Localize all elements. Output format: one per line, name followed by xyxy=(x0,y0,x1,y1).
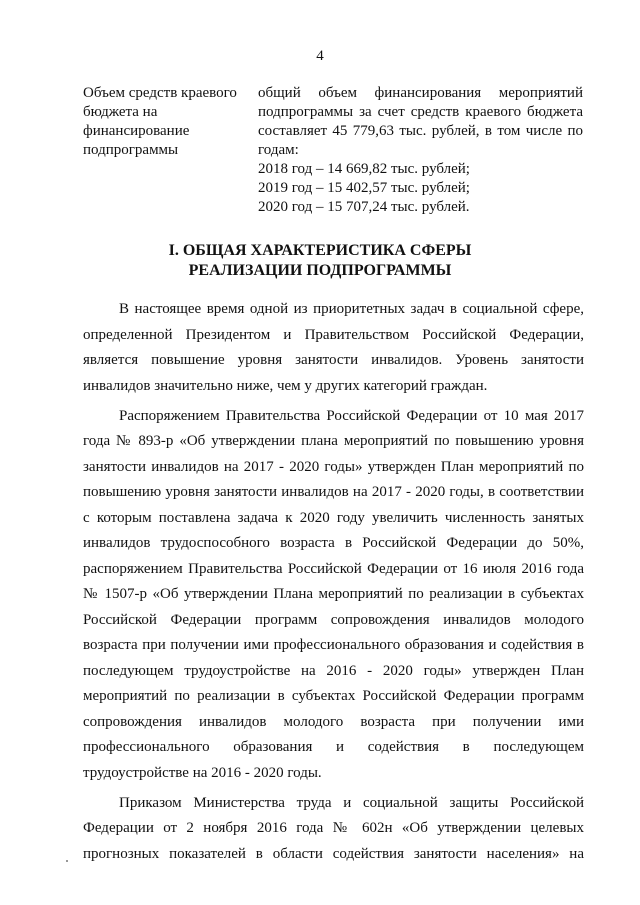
funding-passport-row xyxy=(83,84,583,217)
paragraph-2: Распоряжением Правительства Российской Федерации от 10 мая 2017 года № 893-р «Об утверждении плана мероприятий по повышению уровня занятости инвалидов на 2017 - 2020 годы» утвержден План мероприятий по повышению уровня занятости инвалидов на 2017 - 2020 годы, в соответствии с которым поставлена задача к 2020 году увеличить численность занятых инвалидов трудоспособного возраста в Российской Федерации до 50%, распоряжением Правительства Российской Федерации от 16 июля 2016 года № 1507-р «Об утверждении Плана мероприятий по реализации в субъектах Российской Федерации программ сопровождения инвалидов молодого возраста при получении ими профессионального образования и содействия в последующем трудоустройстве на 2016 - 2020 годы» утвержден План мероприятий по реализации в субъектах Российской Федерации программ сопровождения инвалидов молодого возраста при получении ими профессионального образования и содействия в последующем трудоустройстве на 2016 - 2020 годы. xyxy=(83,407,584,781)
funding-year-2019: 2019 год – 15 402,57 тыс. рублей; xyxy=(258,180,470,196)
funding-year-2020: 2020 год – 15 707,24 тыс. рублей. xyxy=(258,199,470,215)
paragraph-1: В настоящее время одной из приоритетных задач в социальной сфере, определенной Президентом и Правительством Российской Федерации, является повышение уровня занятости инвалидов. Уровень занятости инвалидов значительно ниже, чем у других категорий граждан. xyxy=(83,301,584,394)
section-heading-line-2: РЕАЛИЗАЦИИ ПОДПРОГРАММЫ xyxy=(188,262,452,279)
funding-details xyxy=(258,84,583,217)
funding-year-2018: 2018 год – 14 669,82 тыс. рублей; xyxy=(258,161,470,177)
scan-speck xyxy=(66,860,68,862)
page-number: 4 xyxy=(316,48,324,64)
funding-label: Объем средств краевого бюджета на финансирование подпрограммы xyxy=(83,85,237,158)
funding-total-text: общий объем финансирования мероприятий подпрограммы за счет средств краевого бюджета составляет 45 779,63 тыс. рублей, в том числе по годам: xyxy=(258,85,583,158)
section-heading-line-1: I. ОБЩАЯ ХАРАКТЕРИСТИКА СФЕРЫ xyxy=(168,242,472,259)
paragraph-3: Приказом Министерства труда и социальной защиты Российской Федерации от 2 ноября 2016 года № 602н «Об утверждении целевых прогнозных показателей в области содействия занятости населения» на xyxy=(83,794,584,862)
section-heading xyxy=(0,241,640,281)
section-body xyxy=(83,297,584,867)
